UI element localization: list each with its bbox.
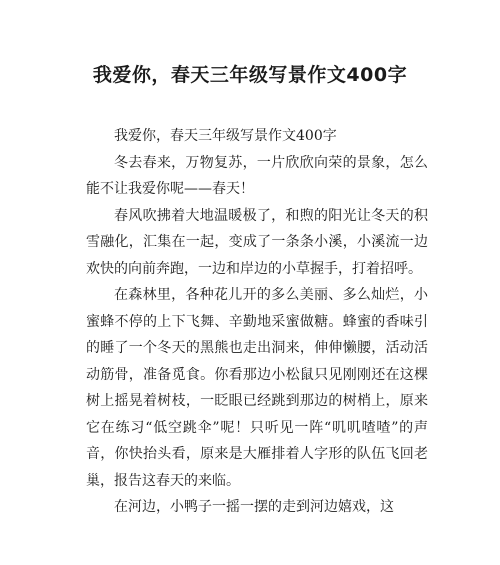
- paragraph-intro: 冬去春来，万物复苏，一片欣欣向荣的景象，怎么能不让我爱你呢——春天！: [86, 154, 428, 197]
- paragraph-forest: 在森林里，各种花儿开的多么美丽、多么灿烂，小蜜蜂不停的上下飞舞、辛勤地采蜜做糖。蜂蜜的香味引的睡了一个冬天的黑熊也走出洞来，伸伸懒腰，活动活动筋骨，准备觅食。你看那边小松鼠只见刚刚还在这棵树上摇晃着树枝，一眨眼已经跳到那边的树梢上，原来它在练习“低空跳伞”呢！只听见一阵“叽叽喳喳”的声音，你快抬头看，原来是大雁排着人字形的队伍飞回老巢，报告这春天的来临。: [86, 287, 428, 489]
- article-body: [86, 123, 428, 521]
- article-title: 我爱你，春天三年级写景作文400字: [92, 64, 408, 86]
- paragraph-heading-repeat: 我爱你，春天三年级写景作文400字: [114, 128, 337, 144]
- paragraph-riverside: 在河边，小鸭子一摇一摆的走到河边嬉戏，这: [114, 499, 394, 515]
- paragraph-spring-breeze: 春风吹拂着大地温暖极了，和煦的阳光让冬天的积雪融化，汇集在一起，变成了一条条小溪，小溪流一边欢快的向前奔跑，一边和岸边的小草握手，打着招呼。: [86, 207, 428, 277]
